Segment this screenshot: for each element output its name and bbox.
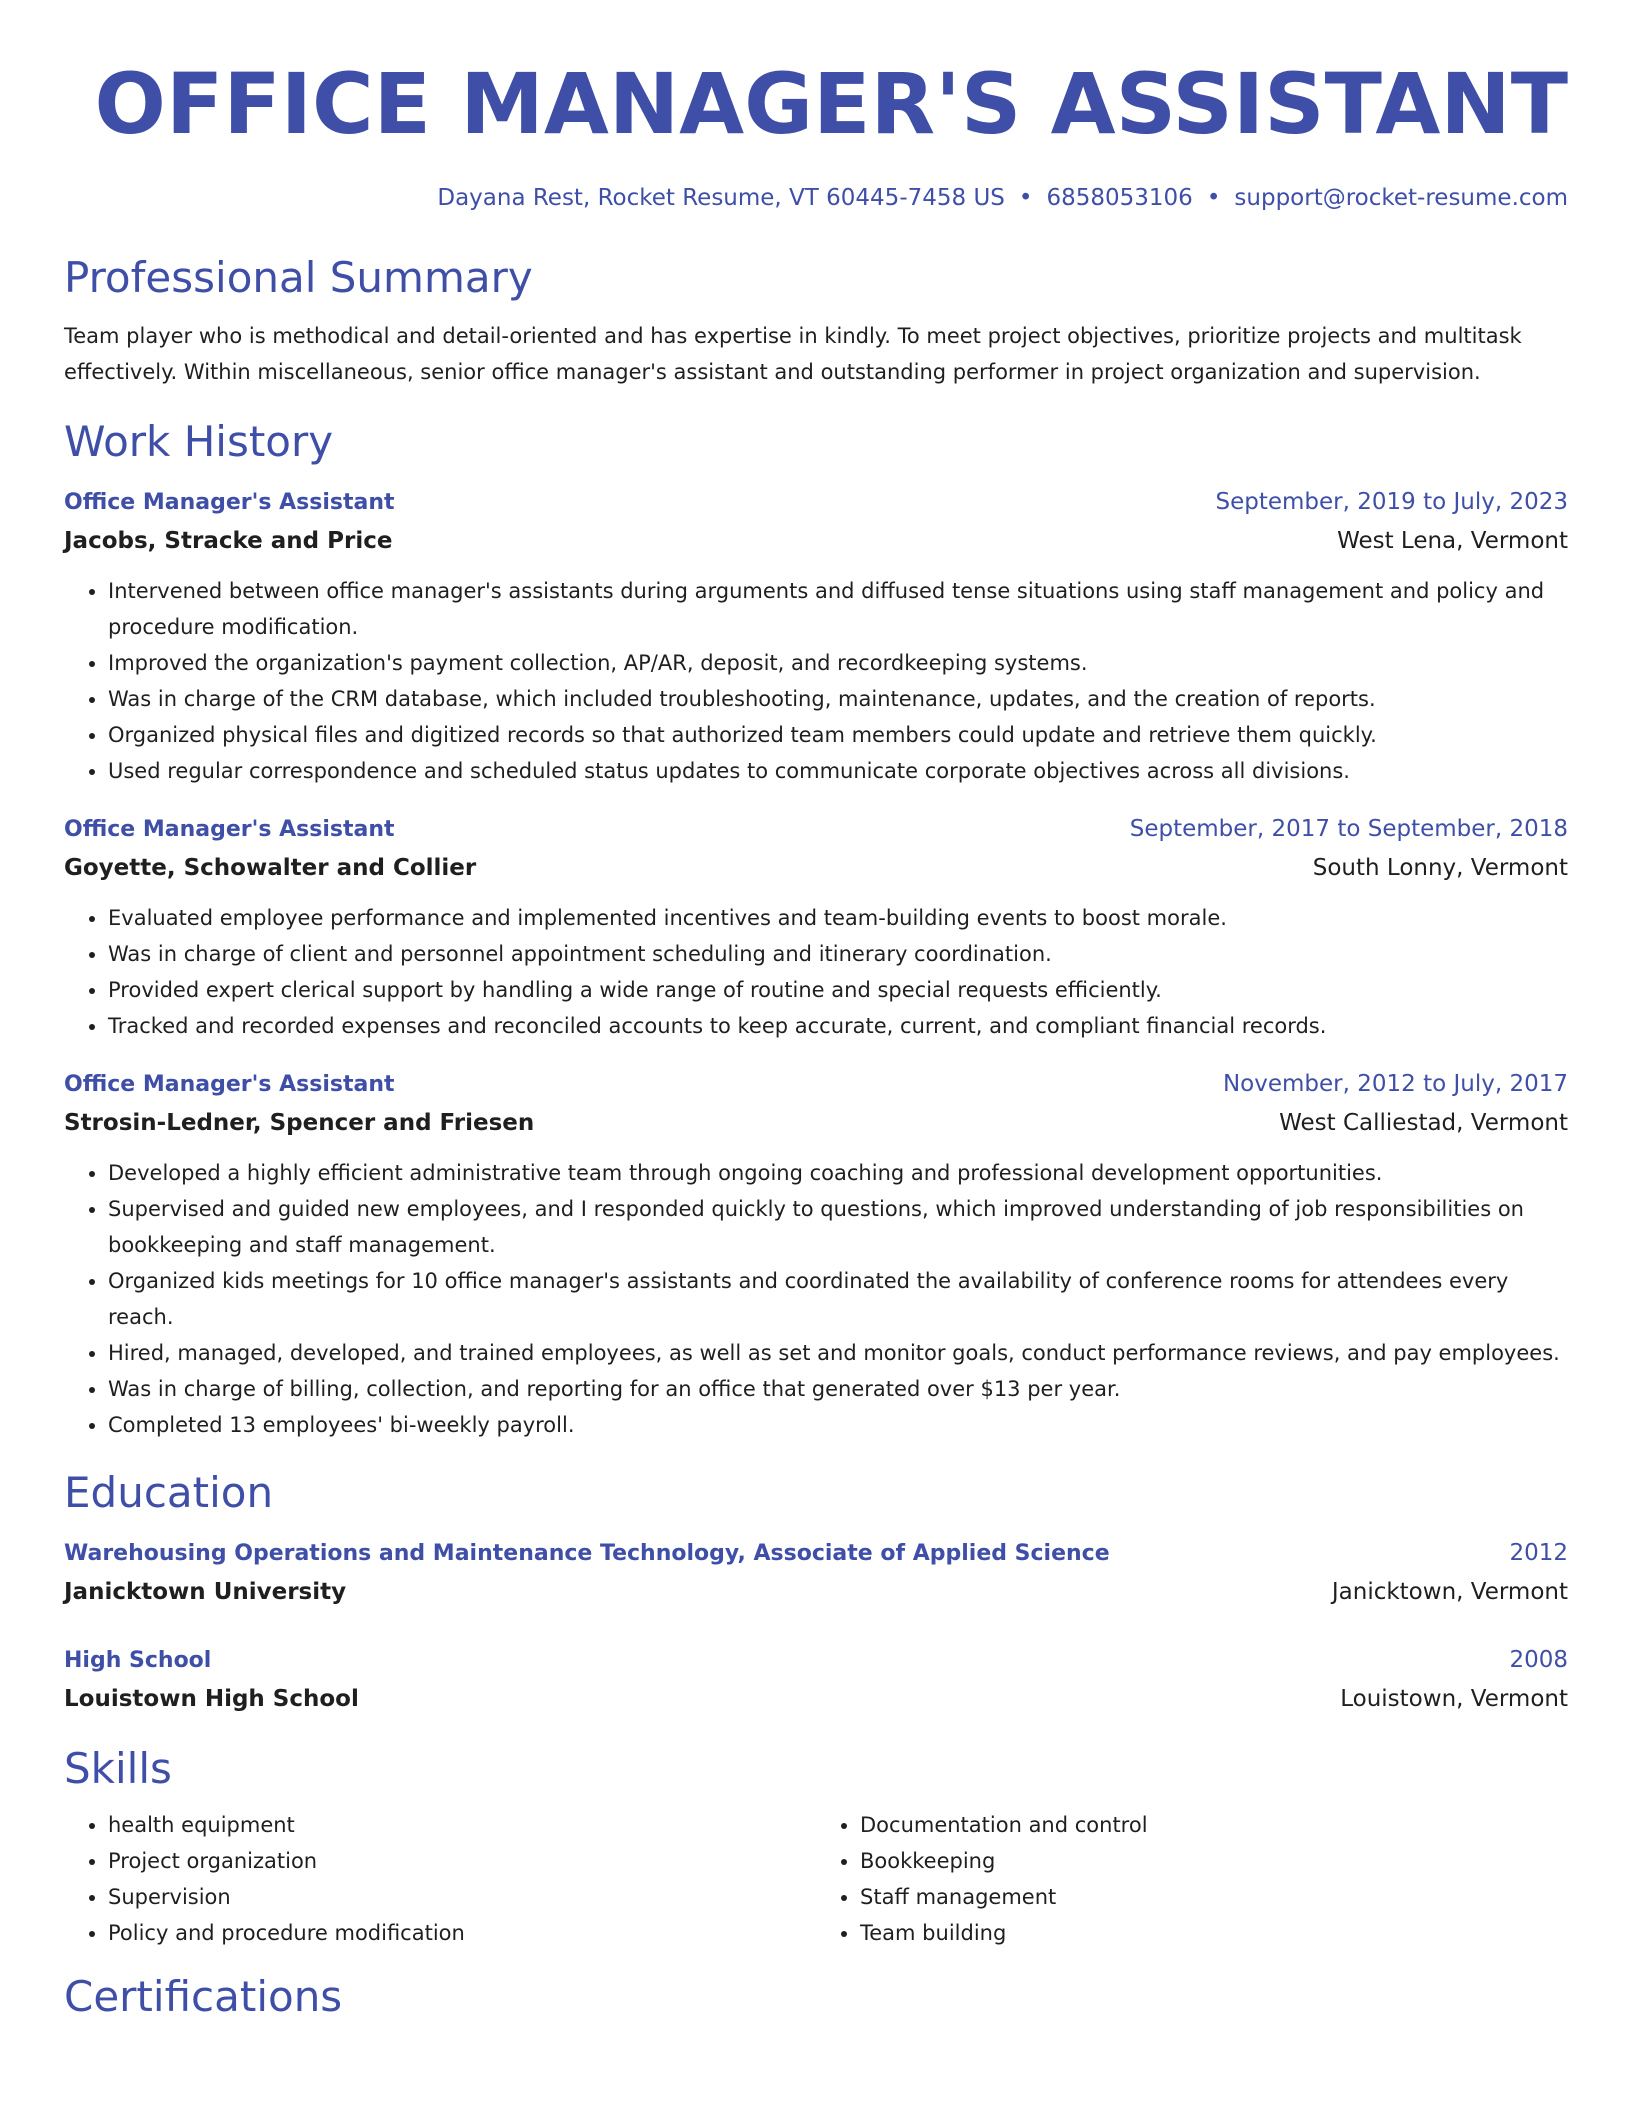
education-entry (64, 1535, 1568, 1612)
resume-header (64, 0, 1568, 214)
job-bullet: • Developed a highly efficient administrative team through ongoing coaching and professional development opportunities. (108, 1155, 1568, 1191)
skill-item: • Supervision (108, 1879, 816, 1915)
job-entry (64, 811, 1568, 1044)
skills-column-left (64, 1807, 816, 1951)
job-bullet: • Completed 13 employees' bi-weekly payroll. (108, 1407, 1568, 1443)
job-company-row (64, 521, 1568, 561)
contact-separator: • (1206, 185, 1221, 211)
contact-phone[interactable]: 6858053106 (1046, 185, 1193, 211)
education-school-row (64, 1679, 1568, 1719)
education-entry (64, 1642, 1568, 1719)
job-header-row (64, 811, 1568, 848)
education-location: Louistown, Vermont (1340, 1686, 1568, 1712)
education-header-row (64, 1535, 1568, 1572)
job-bullets (64, 573, 1568, 789)
job-bullet: • Improved the organization's payment collection, AP/AR, deposit, and recordkeeping systems. (108, 645, 1568, 681)
page-title: OFFICE MANAGER'S ASSISTANT (94, 55, 1568, 153)
education-school: Janicktown University (64, 1579, 347, 1605)
skill-item: • health equipment (108, 1807, 816, 1843)
job-bullet: • Used regular correspondence and scheduled status updates to communicate corporate objectives across all divisions. (108, 753, 1568, 789)
job-entry (64, 1066, 1568, 1443)
job-dates: September, 2017 to September, 2018 (1129, 816, 1568, 842)
job-bullet: • Was in charge of client and personnel appointment scheduling and itinerary coordination. (108, 936, 1568, 972)
certifications-heading: Certifications (64, 1972, 343, 2021)
job-location: West Lena, Vermont (1337, 528, 1568, 554)
contact-email[interactable]: support@rocket-resume.com (1234, 185, 1568, 211)
job-title: Office Manager's Assistant (64, 1072, 395, 1097)
job-title: Office Manager's Assistant (64, 490, 395, 515)
education-header-row (64, 1642, 1568, 1679)
summary-text: Team player who is methodical and detail-oriented and has expertise in kindly. To meet project objectives, prioritize projects and multitask effectively. Within miscellaneous, senior office manager's assistant and outstanding performer in project organization and supervision. (64, 324, 1522, 384)
contact-line (64, 182, 1568, 214)
job-company-row (64, 1103, 1568, 1143)
job-bullet: • Was in charge of the CRM database, which included troubleshooting, maintenance, updates, and the creation of reports. (108, 681, 1568, 717)
skills-heading: Skills (64, 1744, 172, 1793)
education-location: Janicktown, Vermont (1331, 1579, 1568, 1605)
job-bullets (64, 1155, 1568, 1443)
job-bullet: • Provided expert clerical support by handling a wide range of routine and special requests efficiently. (108, 972, 1568, 1008)
job-location: South Lonny, Vermont (1312, 855, 1568, 881)
job-header-row (64, 484, 1568, 521)
job-entry (64, 484, 1568, 789)
skills-column-right (816, 1807, 1568, 1951)
job-location: West Calliestad, Vermont (1279, 1110, 1568, 1136)
skill-item: • Policy and procedure modification (108, 1915, 816, 1951)
job-bullets (64, 900, 1568, 1044)
job-company-row (64, 848, 1568, 888)
work-history-heading: Work History (64, 417, 334, 466)
contact-separator: • (1018, 185, 1033, 211)
job-title: Office Manager's Assistant (64, 817, 395, 842)
education-school: Louistown High School (64, 1686, 359, 1712)
education-year: 2008 (1509, 1647, 1568, 1673)
education-heading: Education (64, 1468, 274, 1517)
job-company: Strosin-Ledner, Spencer and Friesen (64, 1110, 535, 1136)
job-dates: November, 2012 to July, 2017 (1222, 1071, 1568, 1097)
job-bullet: • Evaluated employee performance and implemented incentives and team-building events to boost morale. (108, 900, 1568, 936)
education-year: 2012 (1509, 1540, 1568, 1566)
skills-list (64, 1795, 1568, 1951)
job-bullet: • Was in charge of billing, collection, and reporting for an office that generated over $13 per year. (108, 1371, 1568, 1407)
job-bullet: • Supervised and guided new employees, and I responded quickly to questions, which improved understanding of job responsibilities on bookkeeping and staff management. (108, 1191, 1568, 1263)
education-school-row (64, 1572, 1568, 1612)
skill-item: • Project organization (108, 1843, 816, 1879)
skill-item: • Bookkeeping (860, 1843, 1568, 1879)
job-bullet: • Organized kids meetings for 10 office manager's assistants and coordinated the availability of conference rooms for attendees every reach. (108, 1263, 1568, 1335)
contact-address: Dayana Rest, Rocket Resume, VT 60445-7458 US (437, 185, 1005, 211)
job-company: Goyette, Schowalter and Collier (64, 855, 477, 881)
education-degree: Warehousing Operations and Maintenance Technology, Associate of Applied Science (64, 1541, 1110, 1566)
job-bullet: • Intervened between office manager's assistants during arguments and diffused tense situations using staff management and policy and procedure modification. (108, 573, 1568, 645)
job-dates: September, 2019 to July, 2023 (1215, 489, 1568, 515)
skill-item: • Documentation and control (860, 1807, 1568, 1843)
job-header-row (64, 1066, 1568, 1103)
job-bullet: • Organized physical files and digitized records so that authorized team members could update and retrieve them quickly. (108, 717, 1568, 753)
job-company: Jacobs, Stracke and Price (64, 528, 393, 554)
job-bullet: • Hired, managed, developed, and trained employees, as well as set and monitor goals, conduct performance reviews, and pay employees. (108, 1335, 1568, 1371)
education-degree: High School (64, 1648, 212, 1673)
skill-item: • Team building (860, 1915, 1568, 1951)
skill-item: • Staff management (860, 1879, 1568, 1915)
job-bullet: • Tracked and recorded expenses and reconciled accounts to keep accurate, current, and compliant financial records. (108, 1008, 1568, 1044)
summary-heading: Professional Summary (64, 253, 533, 302)
